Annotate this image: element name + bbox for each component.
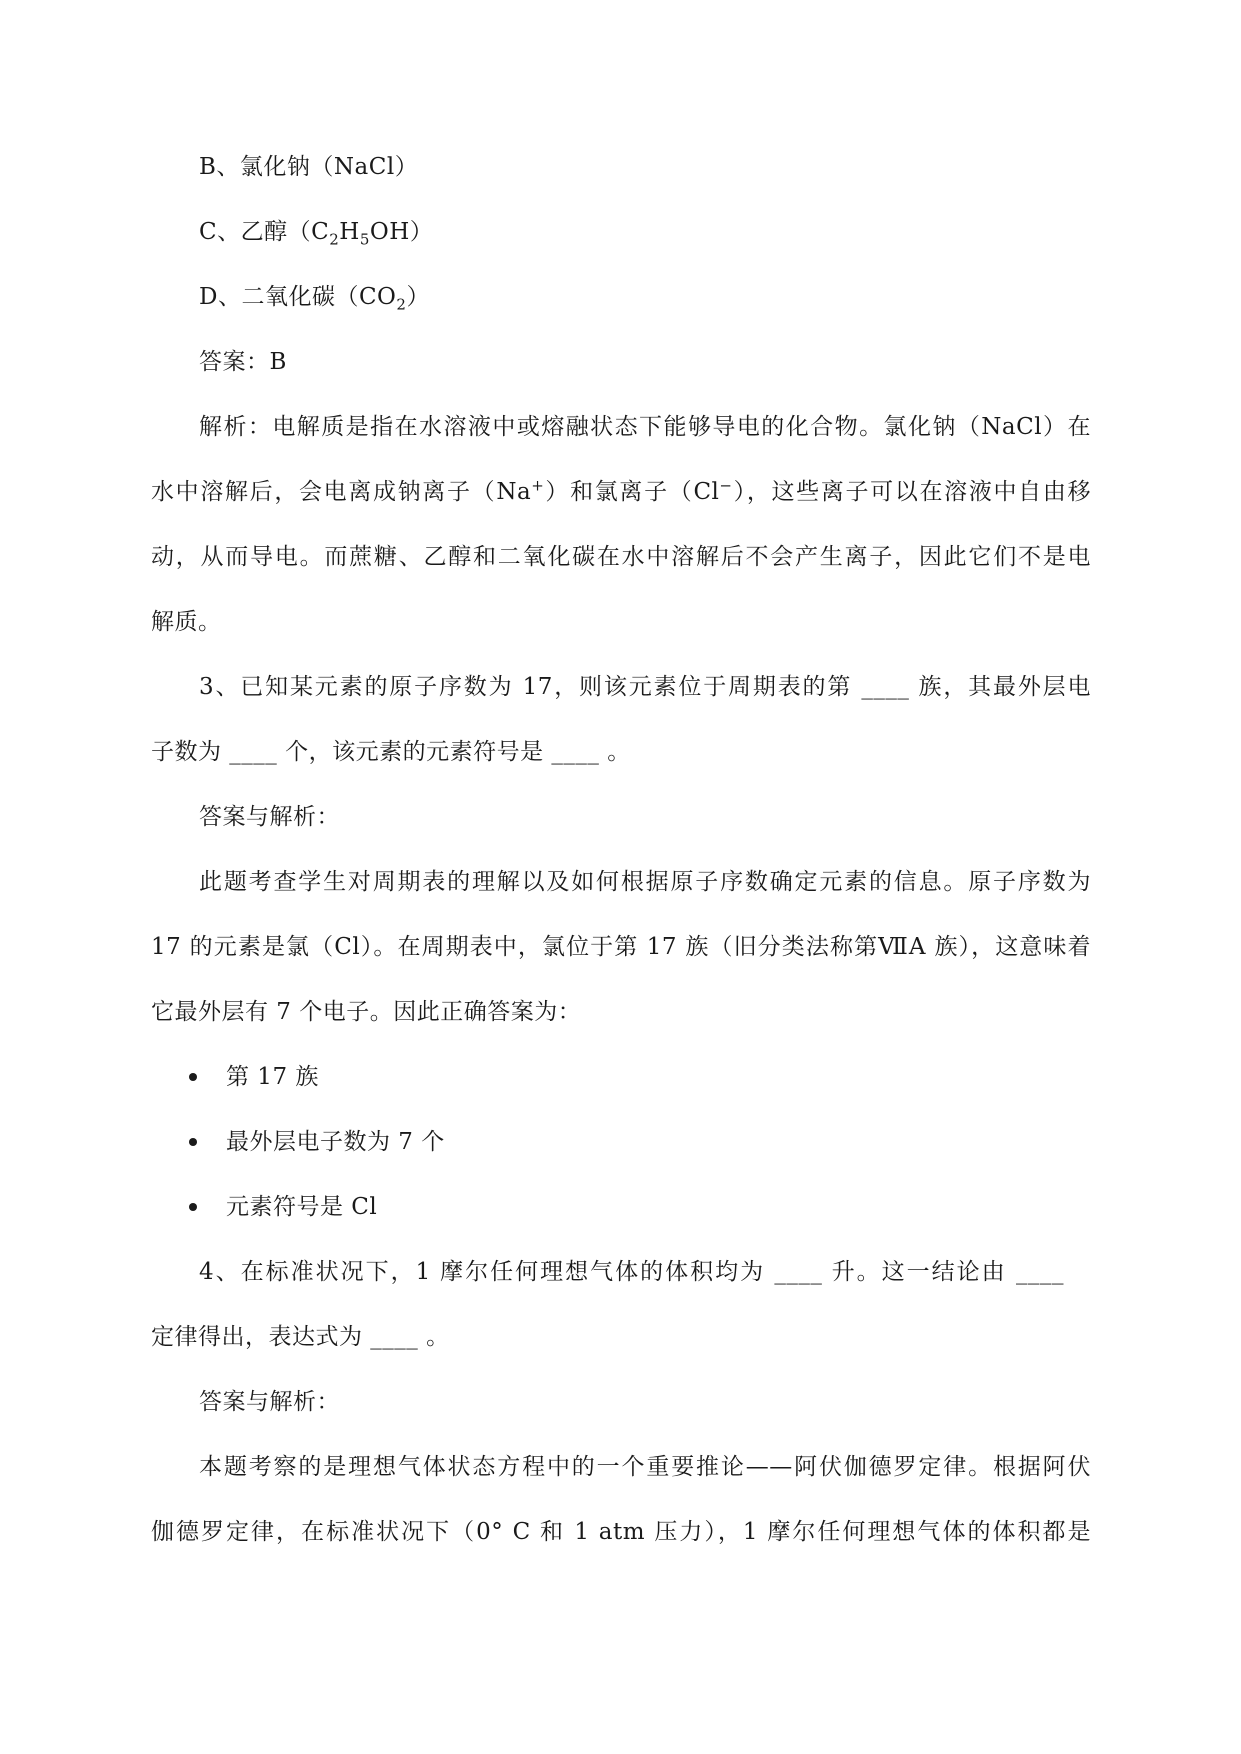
bullet-icon [189,1138,197,1146]
q4-answer-heading: 答案与解析： [199,1389,340,1415]
q3-explanation-line1: 此题考查学生对周期表的理解以及如何根据原子序数确定元素的信息。原子序数为 [199,869,1091,895]
q3-explanation-line3: 它最外层有 7 个电子。因此正确答案为： [151,999,582,1025]
q2-explanation-line1: 解析：电解质是指在水溶液中或熔融状态下能够导电的化合物。氯化钠（NaCl）在 [199,414,1091,440]
option-c: C、乙醇$(C_2H_5OH)$ [199,219,434,249]
q3-explanation-line2: 17 的元素是氯（Cl）。在周期表中，氯位于第 17 族（旧分类法称第ⅦA 族），这意味着 [151,934,1091,960]
bullet-icon [189,1073,197,1081]
q3-answer-heading: 答案与解析： [199,804,340,830]
q4-question-line2: 定律得出，表达式为 ____ 。 [151,1324,450,1350]
bullet-icon [189,1203,197,1211]
q2-explanation-line2: 水中溶解后，会电离成钠离子（Na+）和氯离子（Cl−），这些离子可以在溶液中自由移 [151,476,1091,505]
q4-explanation-line1: 本题考察的是理想气体状态方程中的一个重要推论——阿伏伽德罗定律。根据阿伏 [199,1454,1091,1480]
q2-explanation-line4: 解质。 [151,609,222,635]
q3-question-line1: 3、已知某元素的原子序数为 17，则该元素位于周期表的第 ____ 族，其最外层电 [199,674,1091,700]
q4-explanation-line2: 伽德罗定律，在标准状况下（0° C 和 1 atm 压力），1 摩尔任何理想气体的体积都是 [151,1519,1091,1545]
q3-bullet-3: 元素符号是 Cl [226,1194,378,1220]
q2-answer: 答案：B [199,349,287,375]
q3-bullet-2: 最外层电子数为 7 个 [226,1129,445,1155]
q3-bullet-1: 第 17 族 [226,1064,319,1090]
q4-question-line1: 4、在标准状况下，1 摩尔任何理想气体的体积均为 ____ 升。这一结论由 ____ [199,1259,1064,1285]
q2-explanation-line3: 动，从而导电。而蔗糖、乙醇和二氧化碳在水中溶解后不会产生离子，因此它们不是电 [151,544,1091,570]
option-b: B、氯化钠（NaCl） [199,154,419,180]
q3-question-line2: 子数为 ____ 个，该元素的元素符号是 ____ 。 [151,739,631,765]
option-d: D、二氧化碳$(CO_2)$ [199,284,430,314]
